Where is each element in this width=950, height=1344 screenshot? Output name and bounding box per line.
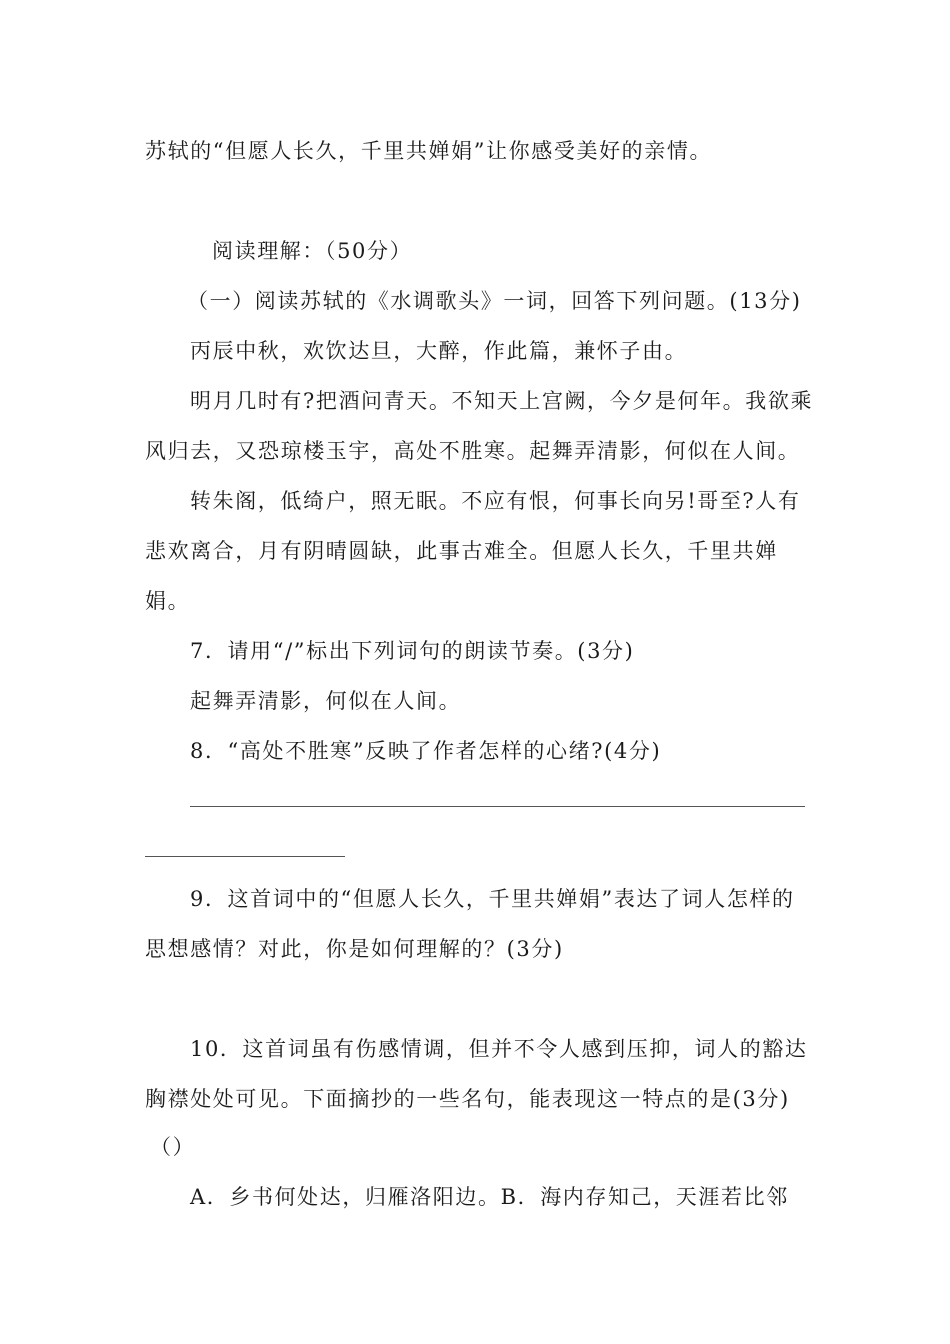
- question-9-cont: 思想感情？对此，你是如何理解的？(3分): [145, 937, 564, 961]
- answer-line: [190, 806, 805, 807]
- poem-line: 风归去，又恐琼楼玉宇，高处不胜寒。起舞弄清影，何似在人间。: [145, 439, 801, 463]
- poem-line: 明月几时有?把酒问青天。不知天上宫阙，今夕是何年。我欲乘: [190, 389, 814, 413]
- section-heading: 阅读理解：（50分）: [212, 239, 413, 263]
- intro-text: 苏轼的“但愿人长久，千里共婵娟”让你感受美好的亲情。: [145, 139, 713, 163]
- question-8: 8．“高处不胜寒”反映了作者怎样的心绪?(4分): [190, 739, 662, 763]
- poem-line: 悲欢离合，月有阴晴圆缺，此事古难全。但愿人长久，千里共婵: [145, 539, 778, 563]
- option-line: A．乡书何处达，归雁洛阳边。B．海内存知己，天涯若比邻: [190, 1185, 789, 1209]
- passage-instruction: （一）阅读苏轼的《水调歌头》一词，回答下列问题。(13分): [187, 289, 802, 313]
- answer-line: [145, 856, 345, 857]
- question-9: 9．这首词中的“但愿人长久，千里共婵娟”表达了词人怎样的: [190, 887, 795, 911]
- question-10: 10．这首词虽有伤感情调，但并不令人感到压抑，词人的豁达: [190, 1037, 808, 1061]
- poem-preface: 丙辰中秋，欢饮达旦，大醉，作此篇，兼怀子由。: [190, 339, 688, 363]
- answer-blank: （）: [150, 1135, 196, 1159]
- poem-line: 转朱阁，低绮户，照无眠。不应有恨，何事长向另!哥至?人有: [190, 489, 801, 513]
- poem-line: 娟。: [145, 589, 191, 613]
- question-7: 7．请用“/”标出下列词句的朗读节奏。(3分): [190, 639, 635, 663]
- question-7-line: 起舞弄清影，何似在人间。: [190, 689, 462, 713]
- question-10-cont: 胸襟处处可见。下面摘抄的一些名句，能表现这一特点的是(3分): [145, 1087, 790, 1111]
